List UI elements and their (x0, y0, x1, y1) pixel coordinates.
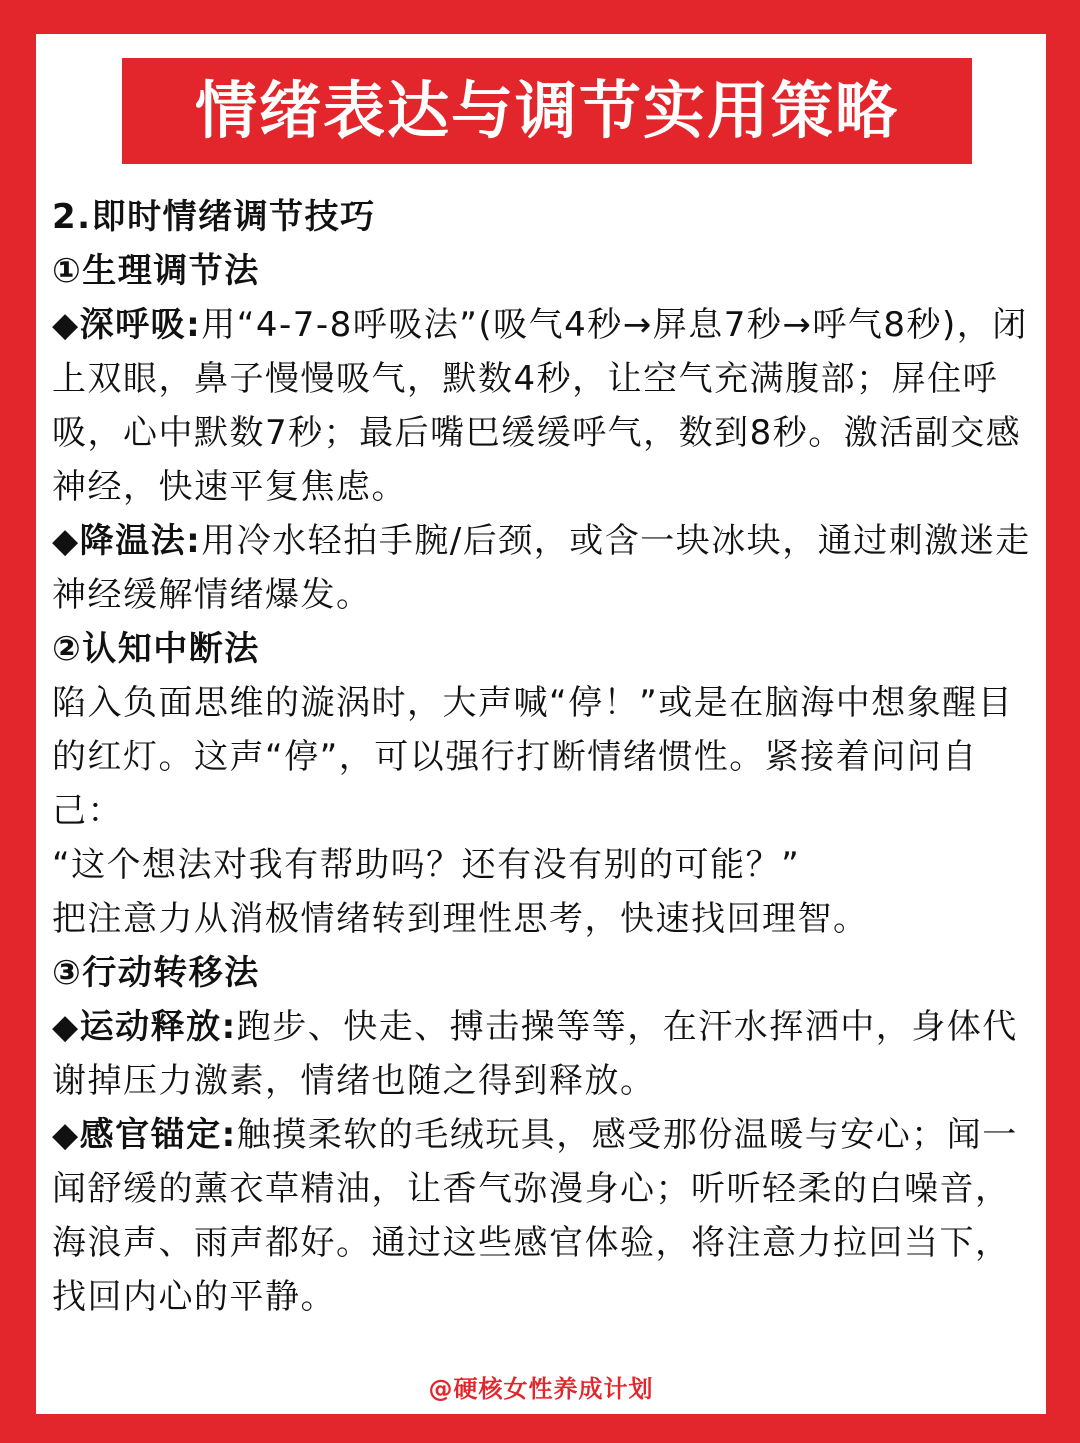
section-title: 2.即时情绪调节技巧 (52, 197, 376, 237)
breath-paragraph (52, 298, 1032, 514)
senses-label: ◆感官锚定: (52, 1115, 237, 1155)
senses-text: 触摸柔软的毛绒玩具，感受那份温暖与安心；闻一闻舒缓的薰衣草精油，让香气弥漫身心；听听轻柔的白噪音，海浪声、雨声都好。通过这些感官体验，将注意力拉回当下，找回内心的平静。 (52, 1115, 1018, 1317)
exercise-paragraph (52, 1000, 1032, 1108)
cognitive-paragraph-2: 把注意力从消极情绪转到理性思考，快速找回理智。 (52, 899, 869, 939)
breath-text: 用“4-7-8呼吸法”(吸气4秒→屏息7秒→呼气8秒)，闭上双眼，鼻子慢慢吸气，默数4秒，让空气充满腹部；屏住呼吸，心中默数7秒；最后嘴巴缓缓呼气，数到8秒。激活副交感神经，快速平复焦虑。 (52, 305, 1028, 507)
content-card (36, 34, 1046, 1414)
article-body (52, 190, 1032, 1324)
cognitive-paragraph-1: 陷入负面思维的漩涡时，大声喊“停！”或是在脑海中想象醒目的红灯。这声“停”，可以强行打断情绪惯性。紧接着问问自己： (52, 683, 1014, 831)
breath-label: ◆深呼吸: (52, 305, 202, 345)
cool-label: ◆降温法: (52, 521, 202, 561)
cognitive-quote: “这个想法对我有帮助吗？还有没有别的可能？” (52, 845, 801, 885)
physio-heading: ①生理调节法 (52, 251, 260, 291)
cool-text: 用冷水轻拍手腕/后颈，或含一块冰块，通过刺激迷走神经缓解情绪爆发。 (52, 521, 1031, 615)
cognitive-heading: ②认知中断法 (52, 629, 260, 669)
footer-watermark: @硬核女性养成计划 (428, 1375, 654, 1403)
exercise-label: ◆运动释放: (52, 1007, 237, 1047)
exercise-text: 跑步、快走、搏击操等等，在汗水挥洒中，身体代谢掉压力激素，情绪也随之得到释放。 (52, 1007, 1018, 1101)
senses-paragraph (52, 1108, 1032, 1324)
action-heading: ③行动转移法 (52, 953, 260, 993)
cool-paragraph (52, 514, 1032, 622)
page-title: 情绪表达与调节实用策略 (122, 58, 972, 164)
